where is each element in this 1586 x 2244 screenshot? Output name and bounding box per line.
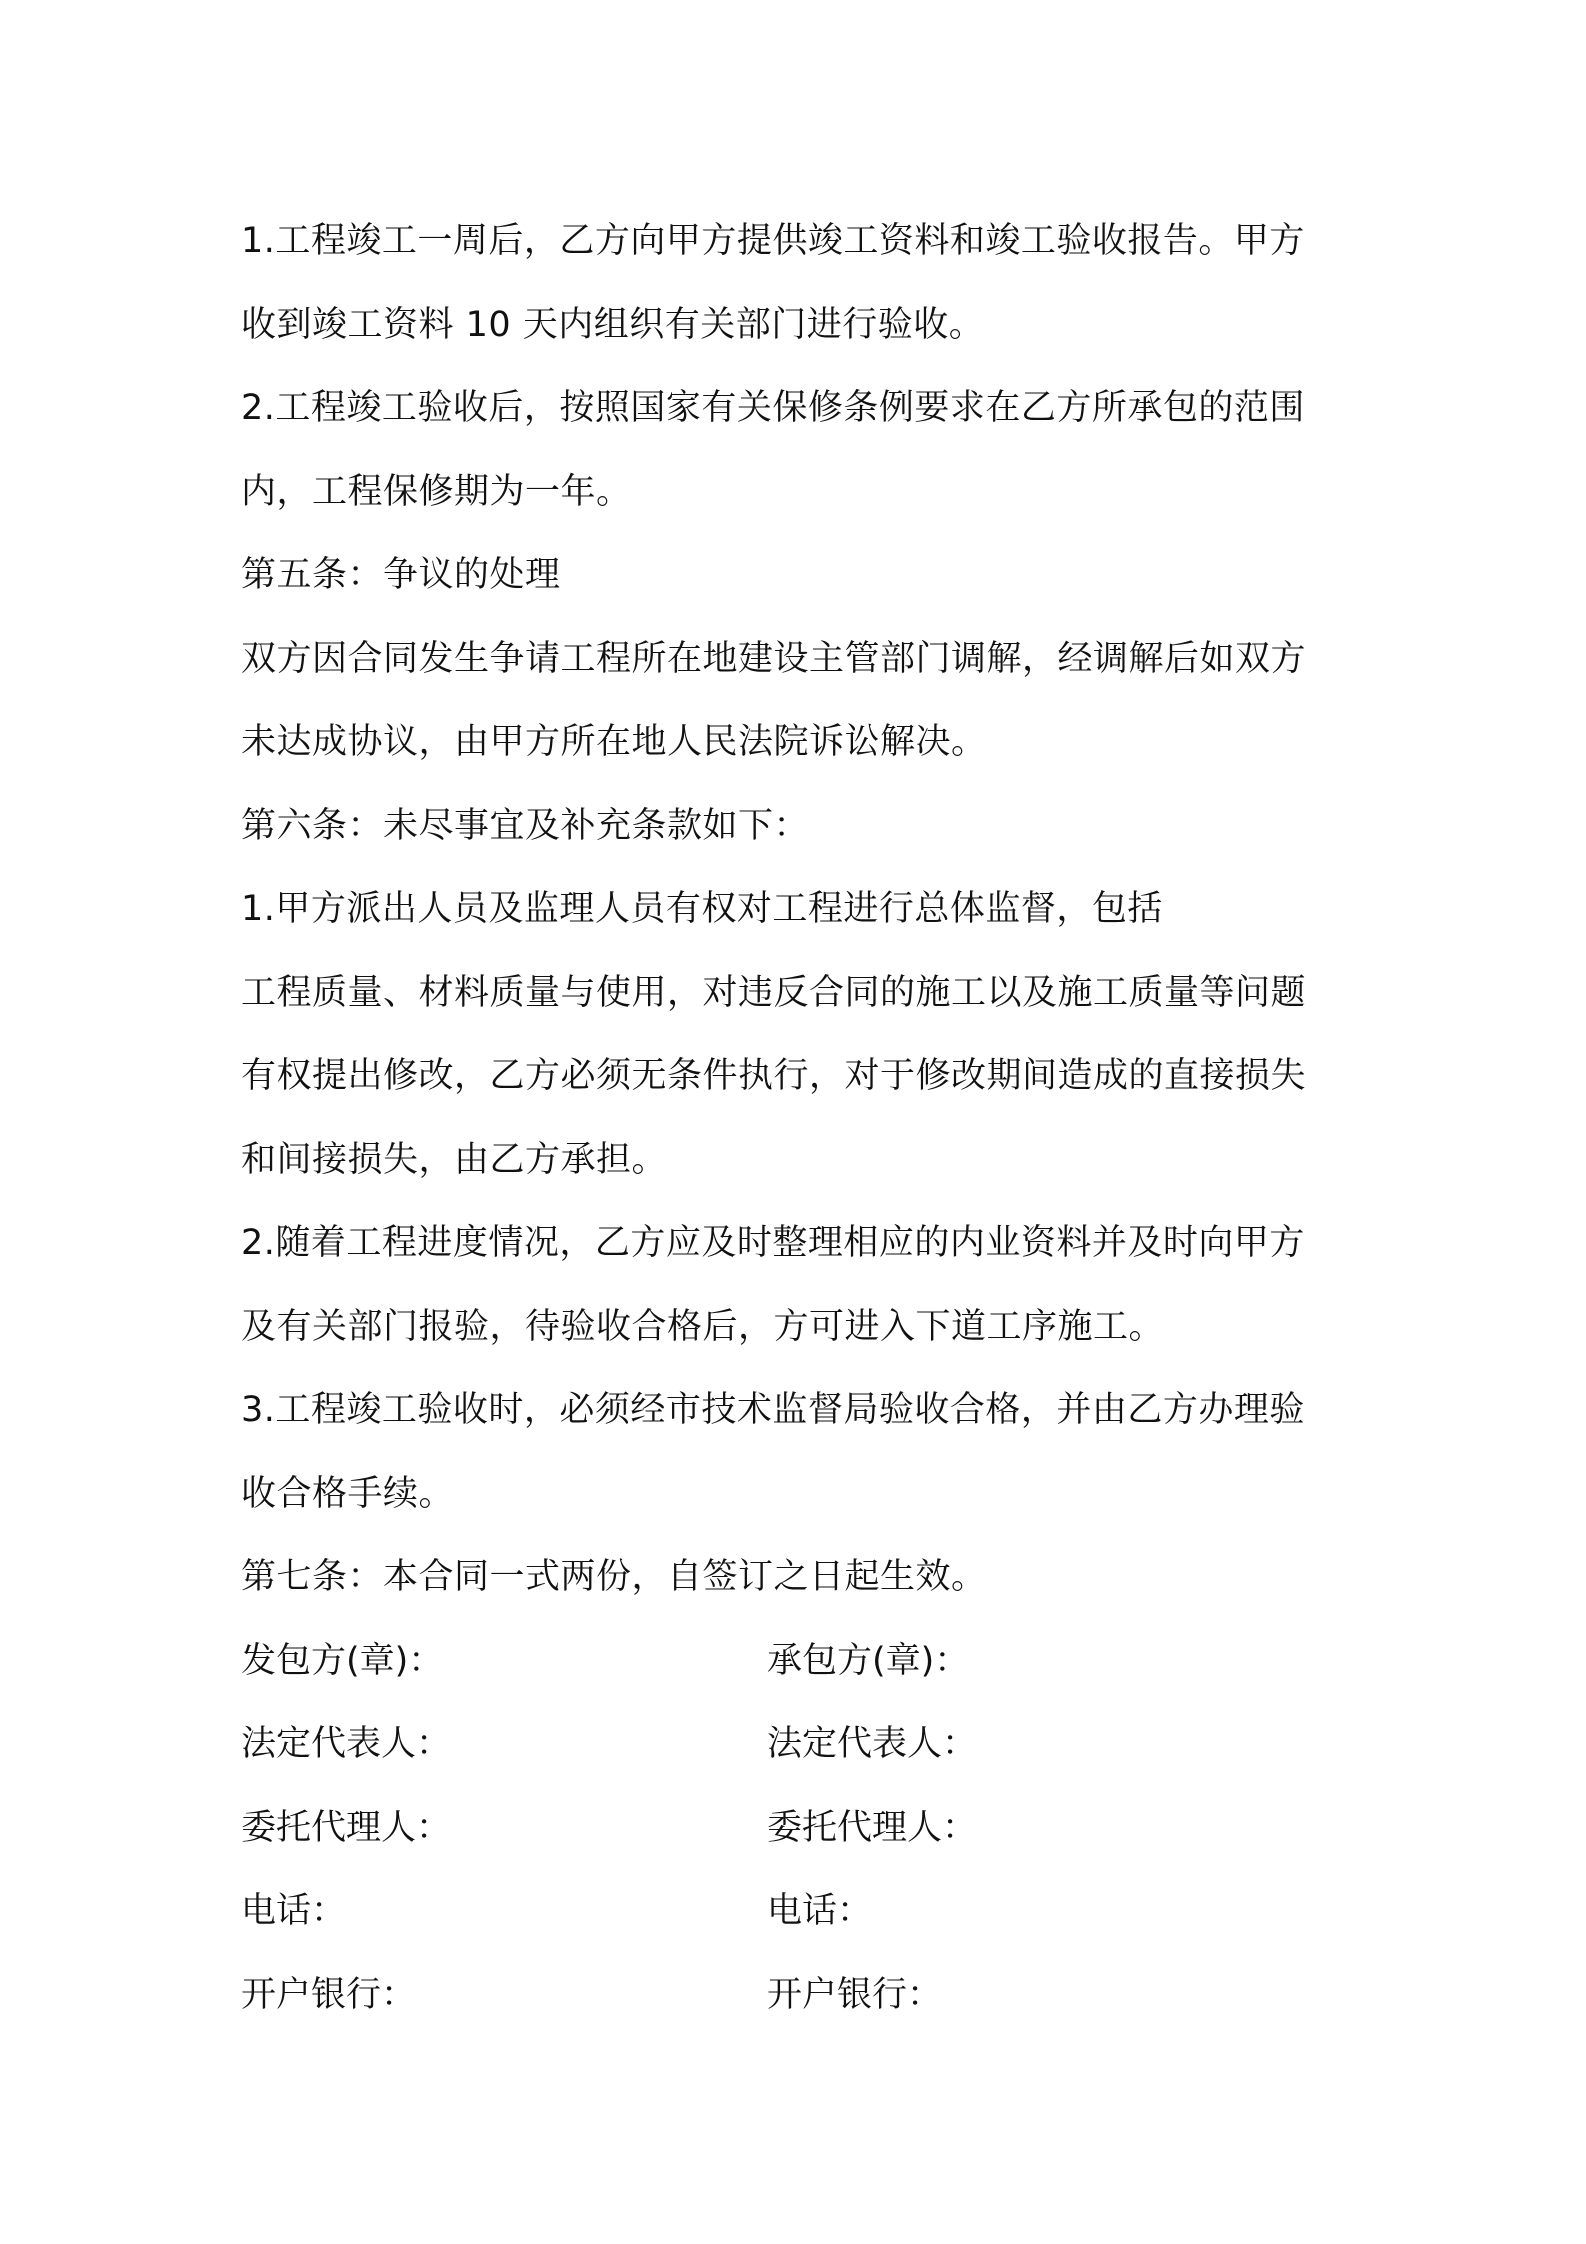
text-line: 内，工程保修期为一年。: [241, 471, 632, 512]
text-line: 双方因合同发生争请工程所在地建设主管部门调解，经调解后如双方: [241, 638, 1307, 679]
signature-label-party-b: 电话：: [767, 1891, 873, 1931]
signature-label-party-b: 承包方(章)：: [767, 1640, 970, 1681]
text-line: 未达成协议，由甲方所在地人民法院诉讼解决。: [241, 722, 987, 762]
signature-label-party-b: 委托代理人：: [767, 1807, 978, 1848]
signature-label-party-a: 委托代理人：: [241, 1807, 452, 1848]
signature-label-party-a: 开户银行：: [241, 1974, 417, 2015]
signature-label-party-a: 法定代表人：: [241, 1724, 452, 1764]
signature-label-party-a: 发包方(章)：: [241, 1640, 444, 1681]
text-line: 收到竣工资料 10 天内组织有关部门进行验收。: [241, 304, 985, 345]
text-line: 有权提出修改，乙方必须无条件执行，对于修改期间造成的直接损失: [241, 1056, 1307, 1096]
signature-label-party-b: 法定代表人：: [767, 1724, 978, 1764]
text-line: 3.工程竣工验收时，必须经市技术监督局验收合格，并由乙方办理验: [241, 1390, 1305, 1430]
section-heading: 第七条：本合同一式两份，自签订之日起生效。: [241, 1557, 987, 1597]
document-body: [241, 200, 1361, 2037]
signature-row: [241, 1954, 1361, 2038]
signature-row: [241, 1620, 1361, 1704]
section-heading: 第五条：争议的处理: [241, 555, 561, 595]
text-line: 1.甲方派出人员及监理人员有权对工程进行总体监督，包括: [241, 889, 1163, 929]
text-line: 及有关部门报验，待验收合格后，方可进入下道工序施工。: [241, 1306, 1165, 1347]
text-line: 1.工程竣工一周后，乙方向甲方提供竣工资料和竣工验收报告。甲方: [241, 221, 1305, 261]
text-line: 2.随着工程进度情况，乙方应及时整理相应的内业资料并及时向甲方: [241, 1223, 1305, 1263]
signature-row: [241, 1870, 1361, 1954]
signature-row: [241, 1787, 1361, 1871]
signature-label-party-a: 电话：: [241, 1891, 347, 1931]
signature-row: [241, 1703, 1361, 1787]
text-line: 工程质量、材料质量与使用，对违反合同的施工以及施工质量等问题: [241, 972, 1307, 1013]
text-line: 2.工程竣工验收后，按照国家有关保修条例要求在乙方所承包的范围: [241, 388, 1305, 428]
signature-label-party-b: 开户银行：: [767, 1974, 943, 2015]
text-line: 收合格手续。: [241, 1473, 455, 1514]
section-heading: 第六条：未尽事宜及补充条款如下：: [241, 805, 810, 846]
text-line: 和间接损失，由乙方承担。: [241, 1139, 668, 1180]
